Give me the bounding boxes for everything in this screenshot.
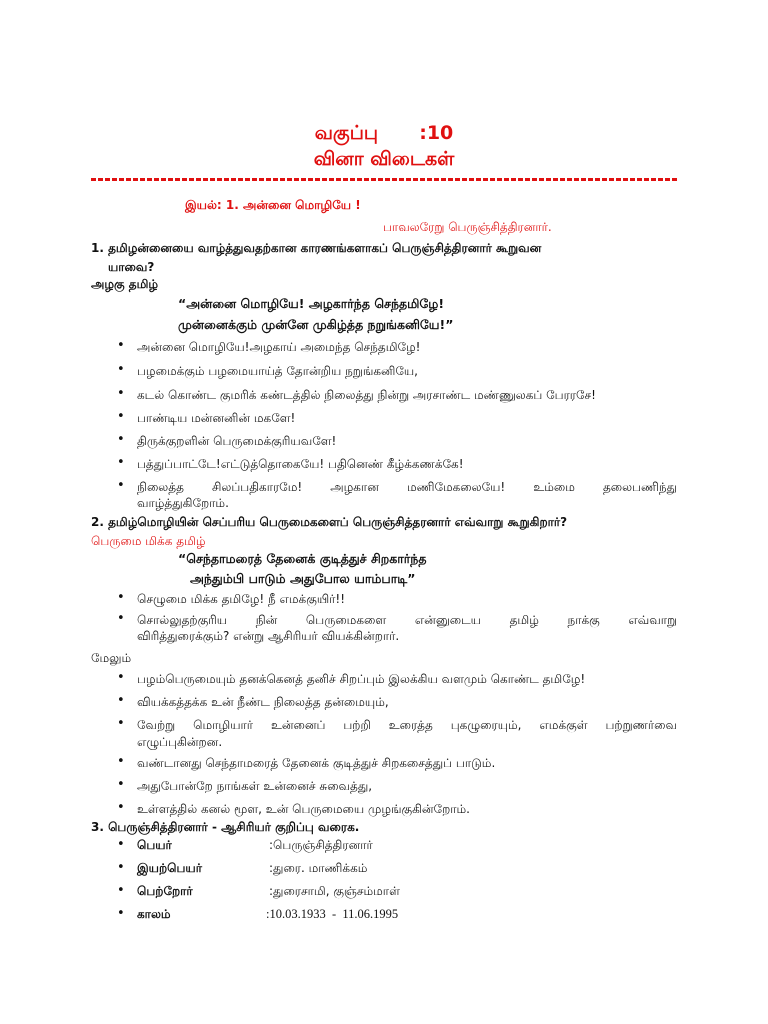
class-label: வகுப்பு: [314, 122, 378, 144]
q2-more-point: பழம்பெருமையும் தனக்கெனத் தனிச் சிறப்பும் இலக்கிய வளமும் கொண்ட தமிழே!: [137, 672, 586, 686]
q1-heading: அழகு தமிழ்: [91, 277, 159, 291]
q2-more-point: வியக்கத்தக்க உன் நீண்ட நிலைத்த தன்மையும்,: [137, 695, 389, 709]
dashed-divider: [91, 178, 678, 181]
q2-more-point: உள்ளத்தில் கனல் மூள, உன் பெருமையை முழங்குகின்றோம்.: [137, 802, 470, 816]
q2-quote-line2: அந்தும்பி பாடும் அதுபோல யாம்பாடி”: [190, 571, 416, 586]
bio-value-name: :பெருஞ்சித்திரனார்: [269, 838, 373, 852]
bullet: •: [117, 338, 125, 353]
bullet: •: [117, 478, 125, 493]
bullet: •: [117, 432, 125, 447]
subtitle: வினா விடைகள்: [313, 148, 455, 170]
bullet: •: [117, 362, 125, 377]
q1-point: நிலைத்த சிலப்பதிகாரமே! அழகான மணிமேகலையே! உம்மை தலைபணிந்து: [137, 480, 677, 494]
bio-value-period: :10.03.1933 - 11.06.1995: [266, 907, 399, 921]
bio-label-parents: பெற்றோர்: [137, 884, 193, 898]
bullet: •: [117, 611, 125, 626]
q1-point-cont: வாழ்த்துகிறோம்.: [137, 496, 229, 510]
bullet: •: [117, 860, 125, 875]
bullet: •: [117, 590, 125, 605]
q2-more-point: அதுபோன்றே நாங்கள் உன்னைச் சுவைத்து,: [137, 779, 373, 793]
bullet: •: [117, 800, 125, 815]
bullet: •: [117, 883, 125, 898]
q2-point-cont: விரித்துரைக்கும்? என்று ஆசிரியர் வியக்கின்றார்.: [137, 629, 400, 643]
bio-value-parents: :துரைசாமி, குஞ்சம்மாள்: [269, 884, 400, 898]
class-title: [0, 122, 768, 147]
q2-point: செழுமை மிக்க தமிழே! நீ எமக்குயிர்!!: [137, 592, 346, 606]
q1-question-cont: யாவை?: [108, 260, 155, 274]
bio-label-real-name: இயற்பெயர்: [137, 861, 202, 875]
lesson-author: பாவலரேறு பெருஞ்சித்திரனார்.: [383, 220, 552, 234]
bullet: •: [117, 754, 125, 769]
q2-more-point: வண்டானது செந்தாமரைத் தேனைக் குடித்துச் சிறகசைத்துப் பாடும்.: [137, 756, 496, 770]
q1-quote-line2: முன்னைக்கும் முன்னே முகிழ்த்த நறுங்கனியே!”: [178, 317, 454, 332]
q1-point: அன்னை மொழியே!அழகாய் அமைந்த செந்தமிழே!: [137, 340, 421, 354]
q2-point: சொல்லுதற்குரிய நின் பெருமைகளை என்னுடைய தமிழ் நாக்கு எவ்வாறு: [137, 613, 677, 627]
q1-point: பழமைக்கும் பழமையாய்த் தோன்றிய நறுங்கனியே,: [137, 364, 418, 378]
bullet: •: [117, 716, 125, 731]
lesson-title: இயல்: 1. அன்னை மொழியே !: [185, 198, 361, 212]
bio-label-name: பெயர்: [137, 838, 172, 852]
bullet: •: [117, 906, 125, 921]
also-label: மேலும்: [91, 651, 132, 665]
class-value: :10: [419, 122, 454, 144]
q2-question: 2. தமிழ்மொழியின் செப்பரிய பெருமைகளைப் பெருஞ்சித்தரனார் எவ்வாறு கூறுகிறார்?: [91, 515, 568, 529]
bio-label-period: காலம்: [137, 907, 171, 921]
q1-quote-line1: “அன்னை மொழியே! அழகார்ந்த செந்தமிழே!: [178, 296, 445, 311]
q2-more-point: வேற்று மொழியார் உன்னைப் பற்றி உரைத்த புகழுரையும், எமக்குள் பற்றுணர்வை: [137, 718, 677, 732]
bullet: •: [117, 455, 125, 470]
q1-point: பாண்டிய மன்னனின் மகளே!: [137, 411, 296, 425]
bullet: •: [117, 777, 125, 792]
q1-question: 1. தமிழன்னையை வாழ்த்துவதற்கான காரணங்களாகப் பெருஞ்சித்திரனார் கூறுவன: [91, 241, 542, 255]
bullet: •: [117, 670, 125, 685]
q1-point: பத்துப்பாட்டே!எட்டுத்தொகையே! பதினெண் கீழ்க்கணக்கே!: [137, 457, 464, 471]
q1-point: திருக்குறளின் பெருமைக்குரியவளே!: [137, 434, 337, 448]
bullet: •: [117, 693, 125, 708]
q1-point: கடல் கொண்ட குமரிக் கண்டத்தில் நிலைத்து நின்று அரசாண்ட மண்ணுலகப் பேரரசே!: [137, 388, 596, 402]
q3-question: 3. பெருஞ்சித்திரனார் - ஆசிரியர் குறிப்பு வரைக.: [91, 820, 360, 834]
bio-value-real-name: :துரை. மாணிக்கம்: [269, 861, 368, 875]
bullet: •: [117, 837, 125, 852]
q2-heading: பெருமை மிக்க தமிழ்: [91, 534, 206, 548]
bullet: •: [117, 409, 125, 424]
bullet: •: [117, 386, 125, 401]
q2-quote-line1: “செந்தாமரைத் தேனைக் குடித்துச் சிறகார்ந்த: [178, 551, 427, 566]
q2-more-point-cont: எழுப்புகின்றன.: [137, 735, 223, 749]
